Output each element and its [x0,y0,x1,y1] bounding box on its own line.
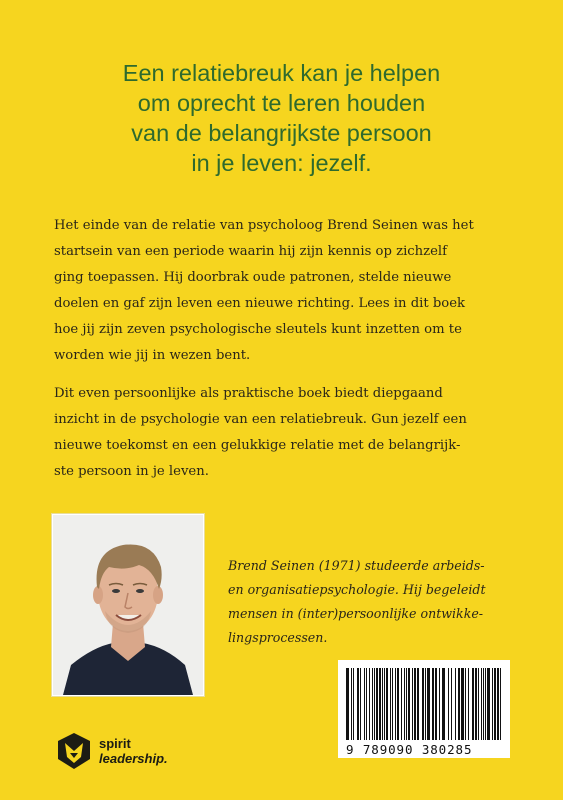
barcode [338,660,510,758]
paragraph-line: ging toepassen. Hij doorbrak oude patronen, stelde nieuwe [54,270,452,285]
fox-logo-icon [55,731,93,771]
paragraph-line: Het einde van de relatie van psycholoog Brend Seinen was het [54,218,474,233]
barcode-bars [338,660,510,744]
description-paragraph-1 [54,213,514,369]
paragraph-line: Dit even persoonlijke als praktische boek biedt diepgaand [54,386,443,401]
bio-line: mensen in (inter)persoonlijke ontwikke- [228,606,484,621]
paragraph-line: doelen en gaf zijn leven een nieuwe richting. Lees in dit boek [54,296,466,311]
logo-text-spirit: spirit [99,736,131,751]
paragraph-line: nieuwe toekomst en een gelukkige relatie met de belangrijk- [54,438,461,453]
paragraph-line: worden wie jij in wezen bent. [54,348,251,363]
isbn-number: 9 789090 380285 [346,742,473,757]
headline [40,58,523,178]
headline-line: in je leven: jezelf. [191,150,372,176]
paragraph-line: ste persoon in je leven. [54,464,209,479]
logo-text-leadership: leadership. [99,751,168,766]
publisher-logo [55,731,168,771]
description-paragraph-2 [54,381,514,485]
bio-line: en organisatiepsychologie. Hij begeleidt [228,582,486,597]
headline-line: van de belangrijkste persoon [131,120,432,146]
paragraph-line: startsein van een periode waarin hij zijn kennis op zichzelf [54,244,448,259]
author-portrait-image [53,515,203,695]
bio-line: Brend Seinen (1971) studeerde arbeids- [228,558,485,573]
headline-line: Een relatiebreuk kan je helpen [122,60,441,86]
paragraph-line: hoe jij zijn zeven psychologische sleutels kunt inzetten om te [54,322,462,337]
bio-line: lingsprocessen. [228,630,328,645]
author-bio [228,554,528,650]
paragraph-line: inzicht in de psychologie van een relatiebreuk. Gun jezelf een [54,412,467,427]
headline-line: om oprecht te leren houden [137,90,426,116]
author-photo [52,514,204,696]
